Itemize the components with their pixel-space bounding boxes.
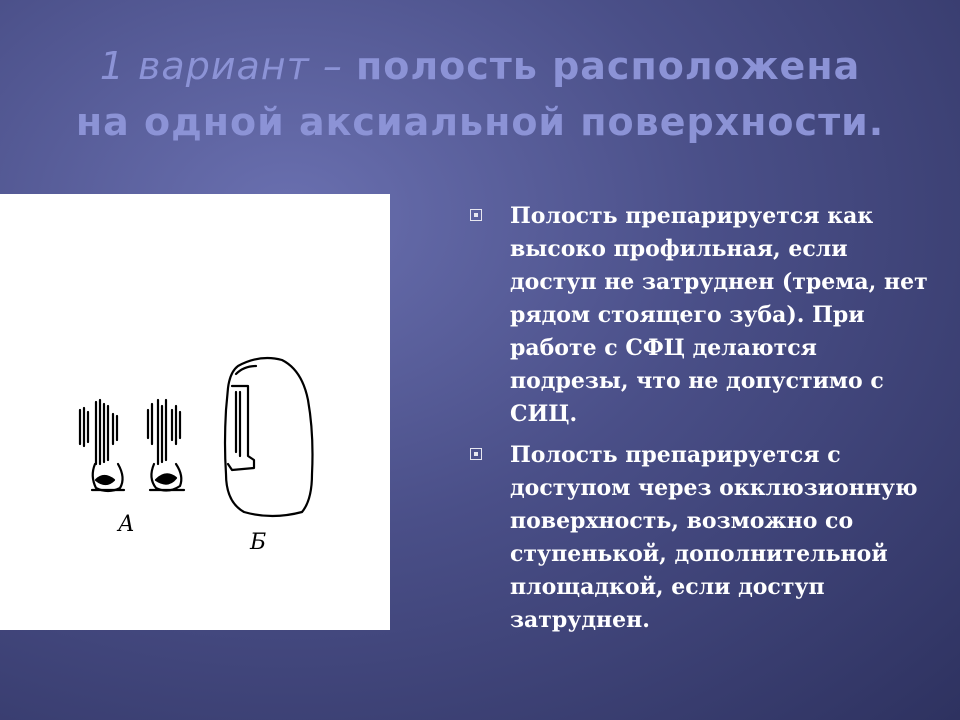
figure-b-label: Б bbox=[250, 530, 267, 555]
tooth-diagram-panel bbox=[0, 194, 390, 630]
slide-title bbox=[0, 38, 960, 150]
figure-a-right-tooth bbox=[148, 400, 184, 491]
bullet-text: Полость препарируется как высоко профильная, если доступ не затруднен (трема, нет рядом стоящего зуба). При работе с СФЦ делаются подрезы, что не допустимо с СИЦ. bbox=[510, 203, 928, 427]
title-dash: – bbox=[309, 44, 356, 88]
square-bullet-icon bbox=[470, 209, 482, 221]
tooth-diagram bbox=[0, 194, 390, 630]
bullet-item bbox=[470, 200, 940, 431]
title-line-2: на одной аксиальной поверхности. bbox=[75, 100, 885, 144]
title-variant: 1 вариант bbox=[99, 44, 310, 88]
bullet-text: Полость препарируется с доступом через окклюзионную поверхность, возможно со ступенькой, дополнительной площадкой, если доступ затруднен. bbox=[510, 442, 918, 633]
figure-b-tooth bbox=[225, 358, 313, 516]
title-line-1-rest: полость расположена bbox=[355, 44, 861, 88]
bullet-list bbox=[470, 200, 940, 645]
figure-a-left-tooth bbox=[80, 400, 124, 491]
figure-a-label: А bbox=[118, 512, 135, 537]
bullet-item bbox=[470, 439, 940, 637]
square-bullet-icon bbox=[470, 448, 482, 460]
title-line-1 bbox=[0, 38, 960, 94]
